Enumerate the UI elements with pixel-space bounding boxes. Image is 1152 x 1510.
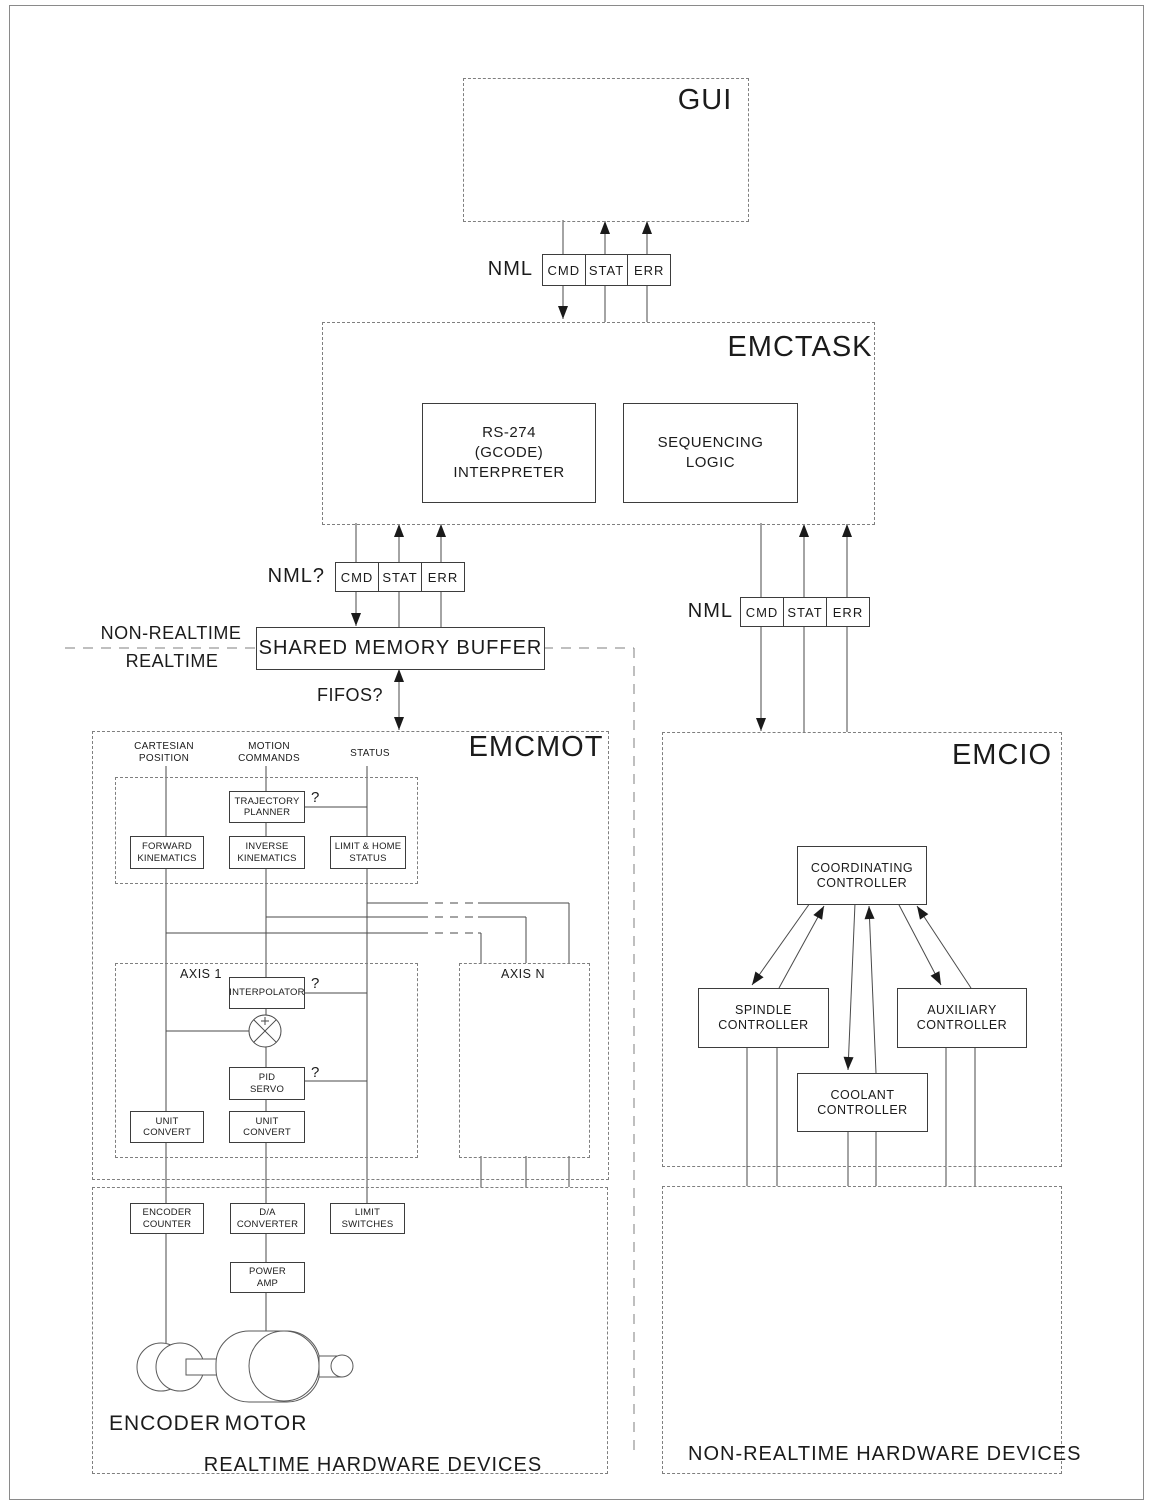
motion-line2: COMMANDS (238, 752, 300, 764)
spindle-line1: SPINDLE (735, 1003, 792, 1018)
cartesian-line2: POSITION (138, 752, 190, 764)
interpolator-box (229, 977, 305, 1009)
power-amp-box (230, 1262, 305, 1293)
status-label: STATUS (350, 748, 390, 759)
da-converter-box (230, 1203, 305, 1234)
pid-line1: PID (258, 1072, 276, 1084)
trajectory-question-mark: ? (311, 789, 320, 806)
encoder-counter-line1: ENCODER (142, 1207, 192, 1219)
axis1-label: AXIS 1 (180, 967, 222, 981)
interpreter-line1: RS-274 (482, 423, 536, 441)
forward-line1: FORWARD (142, 841, 192, 853)
coordinating-line1: COORDINATING (810, 860, 914, 875)
sequencing-line1: SEQUENCING (657, 433, 764, 451)
limit-home-status-box (330, 836, 406, 869)
nml-right-stat: STAT (783, 598, 826, 626)
unit-convert-left-line2: CONVERT (143, 1127, 191, 1138)
interpreter-line2: (GCODE) (474, 443, 544, 461)
nonrealtime-hardware-box (662, 1186, 1082, 1474)
non-realtime-label: NON-REALTIME (100, 623, 242, 643)
nml-mid-row (335, 562, 465, 592)
trajectory-line2: PLANNER (243, 807, 291, 818)
shared-memory-buffer-label: SHARED MEMORY BUFFER (258, 636, 543, 659)
inverse-line2: KINEMATICS (237, 852, 297, 864)
nonrealtime-hardware-title: NON-REALTIME HARDWARE DEVICES (688, 1443, 1082, 1465)
axis-n-box (459, 963, 590, 1158)
fifos-label: FIFOS? (316, 685, 383, 705)
pid-line2: SERVO (249, 1083, 285, 1095)
inverse-line1: INVERSE (245, 841, 289, 853)
unit-convert-right-line2: CONVERT (243, 1127, 291, 1138)
unit-convert-right-line1: UNIT (255, 1115, 279, 1127)
pid-question-mark: ? (311, 1064, 320, 1081)
coolant-line2: CONTROLLER (817, 1102, 908, 1117)
nml-top-cmd: CMD (547, 262, 581, 278)
da-converter-line2: CONVERTER (236, 1218, 299, 1230)
auxiliary-line2: CONTROLLER (916, 1018, 1008, 1032)
da-converter-line1: D/A (259, 1207, 276, 1219)
sequencing-logic-box (623, 403, 798, 503)
encoder-counter-line2: COUNTER (142, 1218, 192, 1230)
shared-memory-buffer-box (256, 627, 545, 670)
coordinating-line2: CONTROLLER (816, 875, 908, 890)
inverse-kinematics-box (229, 836, 305, 869)
motion-commands-label (219, 741, 319, 764)
realtime-hardware-title: REALTIME HARDWARE DEVICES (203, 1454, 543, 1476)
limit-switches-line1: LIMIT (354, 1207, 381, 1219)
cartesian-position-label (114, 741, 214, 764)
nml-mid-stat: STAT (378, 563, 421, 591)
nml-top-err: ERR (627, 255, 670, 285)
trajectory-planner-box (229, 791, 305, 823)
encoder-counter-box (130, 1203, 204, 1234)
gcode-interpreter-box (422, 403, 596, 503)
realtime-label: REALTIME (125, 651, 219, 671)
interpolator-label: INTERPOLATOR (229, 987, 305, 999)
nml-right-row (740, 597, 870, 627)
nml-top-stat: STAT (585, 255, 628, 285)
sequencing-line2: LOGIC (685, 454, 736, 471)
emcio-title: EMCIO (951, 739, 1053, 771)
spindle-controller-box (698, 988, 829, 1048)
encoder-label: ENCODER (108, 1412, 221, 1435)
emctask-emcio-nml-wires (761, 523, 847, 732)
emcmot-title: EMCMOT (468, 731, 604, 763)
motor-label: MOTOR (224, 1412, 308, 1435)
power-amp-line1: POWER (249, 1266, 286, 1278)
interpolator-question-mark: ? (311, 975, 320, 992)
cartesian-line1: CARTESIAN (134, 741, 194, 752)
motion-line1: MOTION (248, 741, 290, 752)
limit-home-line2: STATUS (349, 852, 387, 864)
coolant-line1: COOLANT (830, 1087, 895, 1102)
nml-mid-label: NML? (267, 565, 325, 587)
auxiliary-controller-box (897, 988, 1027, 1048)
limit-home-line1: LIMIT & HOME (334, 841, 402, 853)
nml-top-label: NML (487, 258, 533, 280)
nml-mid-cmd: CMD (340, 569, 374, 585)
nml-right-cmd: CMD (745, 604, 779, 620)
forward-line2: KINEMATICS (137, 852, 197, 864)
coolant-controller-box (797, 1073, 928, 1132)
limit-switches-box (330, 1203, 405, 1234)
unit-convert-left-line1: UNIT (155, 1115, 179, 1127)
nml-right-label: NML (687, 600, 733, 622)
unit-convert-right-box (229, 1111, 305, 1143)
auxiliary-line1: AUXILIARY (927, 1003, 997, 1018)
gui-title: GUI (677, 84, 733, 116)
limit-switches-line2: SWITCHES (341, 1218, 394, 1230)
unit-convert-left-box (130, 1111, 204, 1143)
trajectory-line1: TRAJECTORY (234, 795, 300, 807)
axis-n-label: AXIS N (501, 967, 545, 981)
spindle-line2: CONTROLLER (718, 1018, 809, 1032)
emctask-title: EMCTASK (727, 331, 873, 363)
nml-right-err: ERR (826, 598, 869, 626)
pid-servo-box (229, 1067, 305, 1100)
nml-top-row (542, 254, 671, 286)
nml-mid-err: ERR (421, 563, 464, 591)
power-amp-line2: AMP (256, 1277, 279, 1289)
coordinating-controller-box (797, 846, 927, 905)
interpreter-line3: INTERPRETER (453, 464, 565, 482)
forward-kinematics-box (130, 836, 204, 869)
